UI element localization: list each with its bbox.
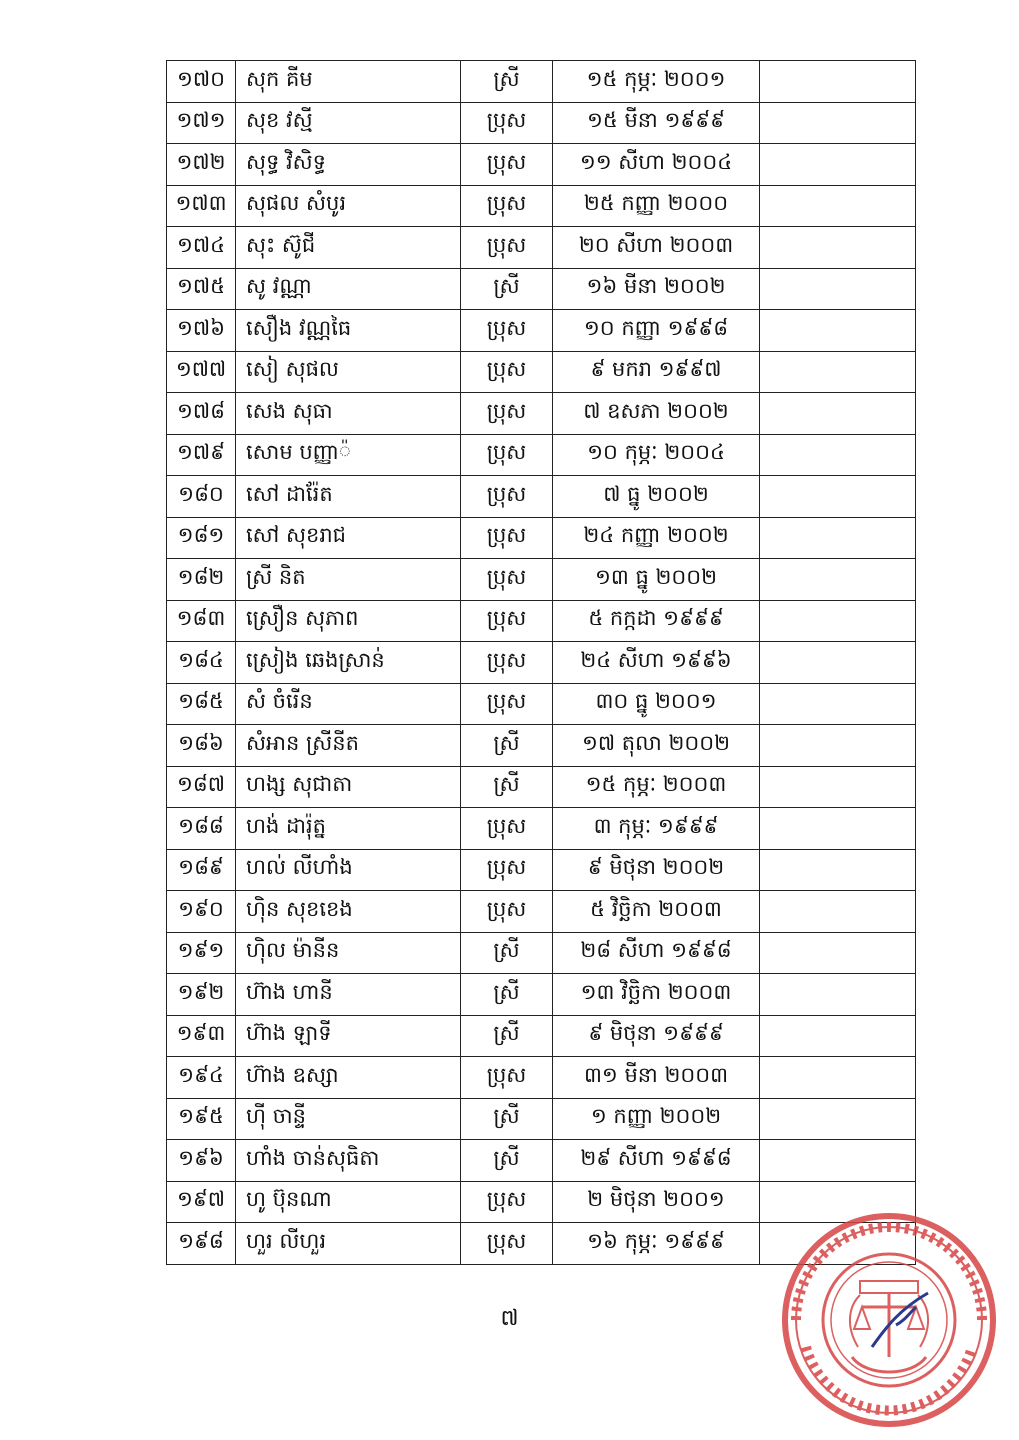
gender: ប្រុស: [461, 891, 553, 933]
gender: ប្រុស: [461, 102, 553, 144]
gender: ប្រុស: [461, 351, 553, 393]
gender: ស្រី: [461, 725, 553, 767]
gender: ស្រី: [461, 1098, 553, 1140]
table-row: [167, 849, 916, 891]
remarks-cell: [760, 766, 916, 808]
gender: ប្រុស: [461, 1181, 553, 1223]
row-number: ១៨០: [167, 476, 236, 518]
date-of-birth: ២ មិថុនា ២០០១: [553, 1181, 760, 1223]
remarks-cell: [760, 61, 916, 103]
full-name: ហ៊ាង ឡាទី: [236, 1015, 461, 1057]
full-name: ហង់ ដារ៉ុត្ន: [236, 808, 461, 850]
row-number: ១៨៧: [167, 766, 236, 808]
date-of-birth: ៧ ធ្នូ ២០០២: [553, 476, 760, 518]
remarks-cell: [760, 642, 916, 684]
row-number: ១៧៨: [167, 393, 236, 435]
remarks-cell: [760, 268, 916, 310]
full-name: ហាំង ចាន់សុធិតា: [236, 1140, 461, 1182]
full-name: សុផល សំបូរ: [236, 185, 461, 227]
row-number: ១៨៦: [167, 725, 236, 767]
table-row: [167, 683, 916, 725]
remarks-cell: [760, 144, 916, 186]
student-list-table: [166, 60, 916, 1265]
table-row: [167, 102, 916, 144]
gender: ប្រុស: [461, 434, 553, 476]
full-name: សូ វណ្ណា: [236, 268, 461, 310]
full-name: សុក គីម: [236, 61, 461, 103]
date-of-birth: ៣ កុម្ភៈ ១៩៩៩: [553, 808, 760, 850]
date-of-birth: ១៣ វិច្ឆិកា ២០០៣: [553, 974, 760, 1016]
row-number: ១៧៧: [167, 351, 236, 393]
remarks-cell: [760, 1098, 916, 1140]
full-name: ហ៊ិល ម៉ានីន: [236, 932, 461, 974]
gender: ប្រុស: [461, 808, 553, 850]
gender: ប្រុស: [461, 559, 553, 601]
row-number: ១៩៧: [167, 1181, 236, 1223]
table-row: [167, 808, 916, 850]
date-of-birth: ១១ សីហា ២០០៤: [553, 144, 760, 186]
full-name: សុខ វស្មី: [236, 102, 461, 144]
date-of-birth: ១៧ តុលា ២០០២: [553, 725, 760, 767]
table-row: [167, 600, 916, 642]
table-row: [167, 1140, 916, 1182]
table-row: [167, 974, 916, 1016]
row-number: ១៧៣: [167, 185, 236, 227]
table-row: [167, 351, 916, 393]
date-of-birth: ១ កញ្ញា ២០០២: [553, 1098, 760, 1140]
full-name: សុទ្ធ វិសិទ្ធ: [236, 144, 461, 186]
full-name: ស្រៀង ឆេងស្រាន់: [236, 642, 461, 684]
row-number: ១៨៨: [167, 808, 236, 850]
full-name: សំ ចំរើន: [236, 683, 461, 725]
row-number: ១៨៩: [167, 849, 236, 891]
table-row: [167, 393, 916, 435]
remarks-cell: [760, 434, 916, 476]
row-number: ១៨១: [167, 517, 236, 559]
gender: ប្រុស: [461, 476, 553, 518]
gender: ប្រុស: [461, 600, 553, 642]
table-row: [167, 434, 916, 476]
date-of-birth: ២៤ កញ្ញា ២០០២: [553, 517, 760, 559]
table-row: [167, 310, 916, 352]
full-name: សៅ ដារ៉ែត: [236, 476, 461, 518]
gender: ស្រី: [461, 1015, 553, 1057]
remarks-cell: [760, 932, 916, 974]
page-number: ៧: [500, 1306, 519, 1331]
full-name: ហ៊ី ចាន្ទី: [236, 1098, 461, 1140]
gender: ស្រី: [461, 1140, 553, 1182]
remarks-cell: [760, 600, 916, 642]
gender: ប្រុស: [461, 849, 553, 891]
full-name: ហូ ប៊ុនណា: [236, 1181, 461, 1223]
remarks-cell: [760, 849, 916, 891]
date-of-birth: ៣១ មីនា ២០០៣: [553, 1057, 760, 1099]
table-row: [167, 1057, 916, 1099]
date-of-birth: ២៤ សីហា ១៩៩៦: [553, 642, 760, 684]
table-row: [167, 1098, 916, 1140]
date-of-birth: ២៨ សីហា ១៩៩៨: [553, 932, 760, 974]
date-of-birth: ៩ មិថុនា ២០០២: [553, 849, 760, 891]
remarks-cell: [760, 1057, 916, 1099]
gender: ប្រុស: [461, 517, 553, 559]
table-row: [167, 1015, 916, 1057]
remarks-cell: [760, 683, 916, 725]
remarks-cell: [760, 1015, 916, 1057]
gender: ស្រី: [461, 974, 553, 1016]
date-of-birth: ១០ កញ្ញា ១៩៩៨: [553, 310, 760, 352]
gender: ប្រុស: [461, 683, 553, 725]
full-name: សៀ សុផល: [236, 351, 461, 393]
row-number: ១៩២: [167, 974, 236, 1016]
row-number: ១៨៣: [167, 600, 236, 642]
gender: ស្រី: [461, 268, 553, 310]
row-number: ១៩៨: [167, 1223, 236, 1265]
table-row: [167, 932, 916, 974]
full-name: សោម បញ្ញា៉: [236, 434, 461, 476]
table-row: [167, 61, 916, 103]
row-number: ១៨៥: [167, 683, 236, 725]
full-name: សំអាន ស្រីនីត: [236, 725, 461, 767]
remarks-cell: [760, 102, 916, 144]
official-round-seal-icon: [776, 1207, 1002, 1433]
date-of-birth: ១៥ មីនា ១៩៩៩: [553, 102, 760, 144]
date-of-birth: ១៥ កុម្ភៈ ២០០១: [553, 61, 760, 103]
date-of-birth: ៣០ ធ្នូ ២០០១: [553, 683, 760, 725]
row-number: ១៧០: [167, 61, 236, 103]
date-of-birth: ១៦ មីនា ២០០២: [553, 268, 760, 310]
table-row: [167, 766, 916, 808]
remarks-cell: [760, 559, 916, 601]
gender: ប្រុស: [461, 227, 553, 269]
gender: ប្រុស: [461, 1057, 553, 1099]
full-name: ហួរ លីហួរ: [236, 1223, 461, 1265]
table-row: [167, 517, 916, 559]
row-number: ១៩៣: [167, 1015, 236, 1057]
table-row: [167, 559, 916, 601]
full-name: សុះ ស៊ូជី: [236, 227, 461, 269]
table-row: [167, 476, 916, 518]
gender: ស្រី: [461, 766, 553, 808]
date-of-birth: ៧ ឧសភា ២០០២: [553, 393, 760, 435]
remarks-cell: [760, 393, 916, 435]
row-number: ១៧៩: [167, 434, 236, 476]
full-name: សេង សុធា: [236, 393, 461, 435]
remarks-cell: [760, 351, 916, 393]
table-row: [167, 642, 916, 684]
table-row: [167, 144, 916, 186]
table-row: [167, 227, 916, 269]
gender: ប្រុស: [461, 393, 553, 435]
row-number: ១៨៤: [167, 642, 236, 684]
date-of-birth: ៩ មិថុនា ១៩៩៩: [553, 1015, 760, 1057]
row-number: ១៩៥: [167, 1098, 236, 1140]
date-of-birth: ២០ សីហា ២០០៣: [553, 227, 760, 269]
row-number: ១៧៥: [167, 268, 236, 310]
date-of-birth: ១០ កុម្ភៈ ២០០៤: [553, 434, 760, 476]
remarks-cell: [760, 476, 916, 518]
date-of-birth: ៥ កក្កដា ១៩៩៩: [553, 600, 760, 642]
full-name: សឿង វណ្ណធៃ: [236, 310, 461, 352]
remarks-cell: [760, 891, 916, 933]
row-number: ១៩៤: [167, 1057, 236, 1099]
full-name: ហ៊ាង ឧស្សា: [236, 1057, 461, 1099]
remarks-cell: [760, 185, 916, 227]
row-number: ១៧២: [167, 144, 236, 186]
table-row: [167, 268, 916, 310]
date-of-birth: ១៥ កុម្ភៈ ២០០៣: [553, 766, 760, 808]
full-name: ហង្ស សុជាតា: [236, 766, 461, 808]
table-row: [167, 891, 916, 933]
full-name: ហល់ លីហាំង: [236, 849, 461, 891]
row-number: ១៧១: [167, 102, 236, 144]
remarks-cell: [760, 808, 916, 850]
gender: ប្រុស: [461, 310, 553, 352]
row-number: ១៩១: [167, 932, 236, 974]
full-name: ហ៊ាង ហានី: [236, 974, 461, 1016]
table-body: [167, 61, 916, 1265]
full-name: ស្រី និត: [236, 559, 461, 601]
remarks-cell: [760, 725, 916, 767]
full-name: សៅ សុខរាជ: [236, 517, 461, 559]
row-number: ១៩៦: [167, 1140, 236, 1182]
table-row: [167, 725, 916, 767]
date-of-birth: ១៦ កុម្ភៈ ១៩៩៩: [553, 1223, 760, 1265]
gender: ប្រុស: [461, 642, 553, 684]
remarks-cell: [760, 1140, 916, 1182]
remarks-cell: [760, 974, 916, 1016]
date-of-birth: ១៣ ធ្នូ ២០០២: [553, 559, 760, 601]
table-row: [167, 185, 916, 227]
date-of-birth: ៥ វិច្ឆិកា ២០០៣: [553, 891, 760, 933]
row-number: ១៧៤: [167, 227, 236, 269]
gender: ស្រី: [461, 932, 553, 974]
full-name: ស្រឿន សុភាព: [236, 600, 461, 642]
row-number: ១៧៦: [167, 310, 236, 352]
row-number: ១៩០: [167, 891, 236, 933]
remarks-cell: [760, 310, 916, 352]
date-of-birth: ២៩ សីហា ១៩៩៨: [553, 1140, 760, 1182]
remarks-cell: [760, 517, 916, 559]
date-of-birth: ៩ មករា ១៩៩៧: [553, 351, 760, 393]
date-of-birth: ២៥ កញ្ញា ២០០០: [553, 185, 760, 227]
row-number: ១៨២: [167, 559, 236, 601]
remarks-cell: [760, 227, 916, 269]
gender: ប្រុស: [461, 1223, 553, 1265]
full-name: ហ៊ិន សុខខេង: [236, 891, 461, 933]
gender: ប្រុស: [461, 185, 553, 227]
gender: ស្រី: [461, 61, 553, 103]
gender: ប្រុស: [461, 144, 553, 186]
